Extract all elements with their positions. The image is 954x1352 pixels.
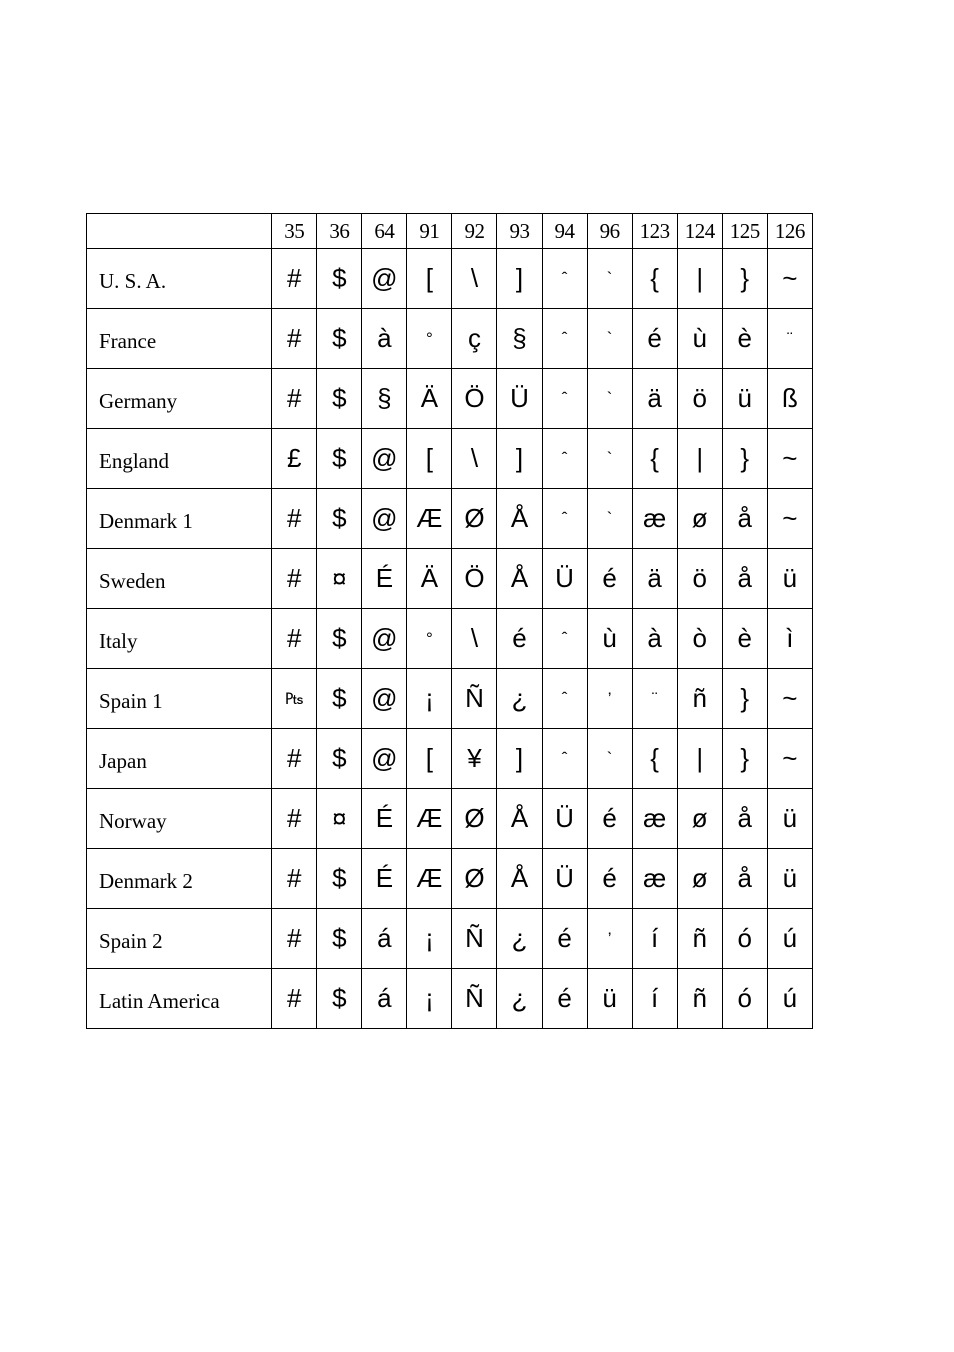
char-cell: ˆ (542, 609, 587, 669)
char-cell: ú (767, 909, 812, 969)
header-code: 35 (272, 214, 317, 249)
char-cell: [ (407, 429, 452, 489)
char-cell: ` (587, 729, 632, 789)
country-name: Norway (87, 789, 272, 849)
char-cell: ä (632, 549, 677, 609)
char-cell: # (272, 369, 317, 429)
char-cell: } (722, 249, 767, 309)
table-row (87, 249, 813, 309)
char-cell: } (722, 669, 767, 729)
table-row (87, 309, 813, 369)
char-cell: Ü (497, 369, 542, 429)
char-cell: $ (317, 369, 362, 429)
char-cell: ü (722, 369, 767, 429)
char-cell: ú (767, 969, 812, 1029)
char-cell: è (722, 309, 767, 369)
table-row (87, 789, 813, 849)
char-cell: Å (497, 789, 542, 849)
char-cell: Å (497, 549, 542, 609)
char-cell: ~ (767, 729, 812, 789)
char-cell: å (722, 789, 767, 849)
table-row (87, 849, 813, 909)
char-cell: è (722, 609, 767, 669)
char-cell: à (632, 609, 677, 669)
char-cell: $ (317, 309, 362, 369)
char-cell: \ (452, 249, 497, 309)
char-cell: $ (317, 909, 362, 969)
char-cell: ó (722, 969, 767, 1029)
char-cell: ß (767, 369, 812, 429)
char-cell: \ (452, 429, 497, 489)
char-cell: [ (407, 249, 452, 309)
char-cell: ¨ (767, 309, 812, 369)
char-cell: æ (632, 789, 677, 849)
char-cell: @ (362, 669, 407, 729)
header-code: 93 (497, 214, 542, 249)
table-row (87, 729, 813, 789)
table-row (87, 549, 813, 609)
char-cell: Ø (452, 789, 497, 849)
char-cell: ˆ (542, 489, 587, 549)
char-cell: # (272, 549, 317, 609)
char-cell: $ (317, 969, 362, 1029)
char-cell: ˆ (542, 669, 587, 729)
char-cell: Æ (407, 849, 452, 909)
header-code: 94 (542, 214, 587, 249)
char-cell: ’ (587, 669, 632, 729)
country-name: Latin America (87, 969, 272, 1029)
char-cell: ü (767, 549, 812, 609)
char-cell: é (587, 789, 632, 849)
char-cell: é (587, 549, 632, 609)
char-cell: É (362, 549, 407, 609)
char-cell: æ (632, 849, 677, 909)
country-name: France (87, 309, 272, 369)
char-cell: å (722, 849, 767, 909)
char-cell: Ñ (452, 669, 497, 729)
char-cell: } (722, 429, 767, 489)
char-cell: @ (362, 729, 407, 789)
char-cell: í (632, 969, 677, 1029)
header-code: 36 (317, 214, 362, 249)
char-cell: ~ (767, 489, 812, 549)
char-cell: | (677, 729, 722, 789)
char-cell: ä (632, 369, 677, 429)
char-cell: $ (317, 729, 362, 789)
char-cell: ¨ (632, 669, 677, 729)
char-cell: Å (497, 489, 542, 549)
country-name: Sweden (87, 549, 272, 609)
char-cell: ¿ (497, 669, 542, 729)
table-row (87, 369, 813, 429)
char-cell: ö (677, 369, 722, 429)
char-cell: | (677, 429, 722, 489)
char-cell: ñ (677, 909, 722, 969)
header-code: 64 (362, 214, 407, 249)
table-row (87, 669, 813, 729)
char-cell: ç (452, 309, 497, 369)
char-cell: ˆ (542, 249, 587, 309)
char-cell: ` (587, 429, 632, 489)
table-row (87, 609, 813, 669)
char-cell: # (272, 729, 317, 789)
char-cell: ü (767, 789, 812, 849)
char-cell: ù (587, 609, 632, 669)
char-cell: ° (407, 309, 452, 369)
char-cell: ü (587, 969, 632, 1029)
char-cell: ¥ (452, 729, 497, 789)
char-cell: é (497, 609, 542, 669)
char-cell: £ (272, 429, 317, 489)
country-name: Denmark 2 (87, 849, 272, 909)
char-cell: Ö (452, 369, 497, 429)
char-cell: ` (587, 489, 632, 549)
char-cell: é (587, 849, 632, 909)
char-cell: ~ (767, 429, 812, 489)
char-cell: ’ (587, 909, 632, 969)
char-cell: Ø (452, 849, 497, 909)
char-cell: Ø (452, 489, 497, 549)
char-cell: ] (497, 429, 542, 489)
char-cell: ó (722, 909, 767, 969)
char-cell: ø (677, 789, 722, 849)
char-cell: # (272, 909, 317, 969)
header-code: 124 (677, 214, 722, 249)
char-cell: á (362, 969, 407, 1029)
char-cell: Æ (407, 489, 452, 549)
country-name: Denmark 1 (87, 489, 272, 549)
char-cell: Ö (452, 549, 497, 609)
char-cell: ˆ (542, 369, 587, 429)
char-cell: é (632, 309, 677, 369)
char-cell: ° (407, 609, 452, 669)
char-cell: É (362, 789, 407, 849)
char-cell: ` (587, 369, 632, 429)
char-cell: § (497, 309, 542, 369)
char-cell: ¤ (317, 789, 362, 849)
char-cell: ¡ (407, 909, 452, 969)
char-cell: é (542, 909, 587, 969)
country-name: Spain 1 (87, 669, 272, 729)
char-cell: # (272, 249, 317, 309)
char-cell: æ (632, 489, 677, 549)
char-cell: ñ (677, 969, 722, 1029)
char-cell: ˆ (542, 729, 587, 789)
char-cell: ñ (677, 669, 722, 729)
country-name: U. S. A. (87, 249, 272, 309)
char-cell: ø (677, 849, 722, 909)
char-cell: { (632, 249, 677, 309)
char-cell: # (272, 609, 317, 669)
char-cell: [ (407, 729, 452, 789)
char-cell: ~ (767, 249, 812, 309)
char-cell: $ (317, 489, 362, 549)
char-cell: ò (677, 609, 722, 669)
char-cell: Ü (542, 849, 587, 909)
table-row (87, 909, 813, 969)
header-code: 96 (587, 214, 632, 249)
country-name: Spain 2 (87, 909, 272, 969)
char-cell: í (632, 909, 677, 969)
country-name: England (87, 429, 272, 489)
char-cell: ì (767, 609, 812, 669)
char-cell: # (272, 309, 317, 369)
char-cell: # (272, 789, 317, 849)
char-cell: ù (677, 309, 722, 369)
char-cell: $ (317, 429, 362, 489)
header-row (87, 214, 813, 249)
char-cell: \ (452, 609, 497, 669)
international-charset-table (86, 213, 813, 1029)
char-cell: Æ (407, 789, 452, 849)
char-cell: É (362, 849, 407, 909)
char-cell: ¤ (317, 549, 362, 609)
char-cell: å (722, 549, 767, 609)
char-cell: @ (362, 429, 407, 489)
char-cell: ¿ (497, 909, 542, 969)
char-cell: Ñ (452, 969, 497, 1029)
char-cell: ¡ (407, 669, 452, 729)
table-row (87, 489, 813, 549)
char-cell: ø (677, 489, 722, 549)
char-cell: ¿ (497, 969, 542, 1029)
char-cell: @ (362, 249, 407, 309)
char-cell: ü (767, 849, 812, 909)
char-cell: # (272, 489, 317, 549)
header-code: 126 (767, 214, 812, 249)
char-cell: ` (587, 309, 632, 369)
char-cell: @ (362, 609, 407, 669)
char-cell: # (272, 849, 317, 909)
char-cell: Å (497, 849, 542, 909)
char-cell: Ñ (452, 909, 497, 969)
table-row (87, 429, 813, 489)
char-cell: á (362, 909, 407, 969)
char-cell: Ä (407, 369, 452, 429)
char-cell: ₧ (272, 669, 317, 729)
country-name: Japan (87, 729, 272, 789)
char-cell: ˆ (542, 309, 587, 369)
char-cell: Ä (407, 549, 452, 609)
header-corner-cell (87, 214, 272, 249)
table-body (87, 249, 813, 1029)
char-cell: $ (317, 669, 362, 729)
char-cell: à (362, 309, 407, 369)
header-code: 92 (452, 214, 497, 249)
char-cell: Ü (542, 789, 587, 849)
char-cell: } (722, 729, 767, 789)
char-cell: | (677, 249, 722, 309)
char-cell: @ (362, 489, 407, 549)
header-code: 91 (407, 214, 452, 249)
char-cell: { (632, 429, 677, 489)
char-cell: é (542, 969, 587, 1029)
char-cell: § (362, 369, 407, 429)
header-code: 125 (722, 214, 767, 249)
table-header (87, 214, 813, 249)
char-cell: ¡ (407, 969, 452, 1029)
header-code: 123 (632, 214, 677, 249)
char-cell: # (272, 969, 317, 1029)
char-cell: ˆ (542, 429, 587, 489)
country-name: Italy (87, 609, 272, 669)
char-cell: ] (497, 249, 542, 309)
char-cell: å (722, 489, 767, 549)
char-cell: $ (317, 849, 362, 909)
char-cell: { (632, 729, 677, 789)
table-row (87, 969, 813, 1029)
char-cell: $ (317, 609, 362, 669)
char-cell: ~ (767, 669, 812, 729)
char-cell: ö (677, 549, 722, 609)
country-name: Germany (87, 369, 272, 429)
char-cell: ` (587, 249, 632, 309)
char-cell: $ (317, 249, 362, 309)
char-cell: Ü (542, 549, 587, 609)
char-cell: ] (497, 729, 542, 789)
